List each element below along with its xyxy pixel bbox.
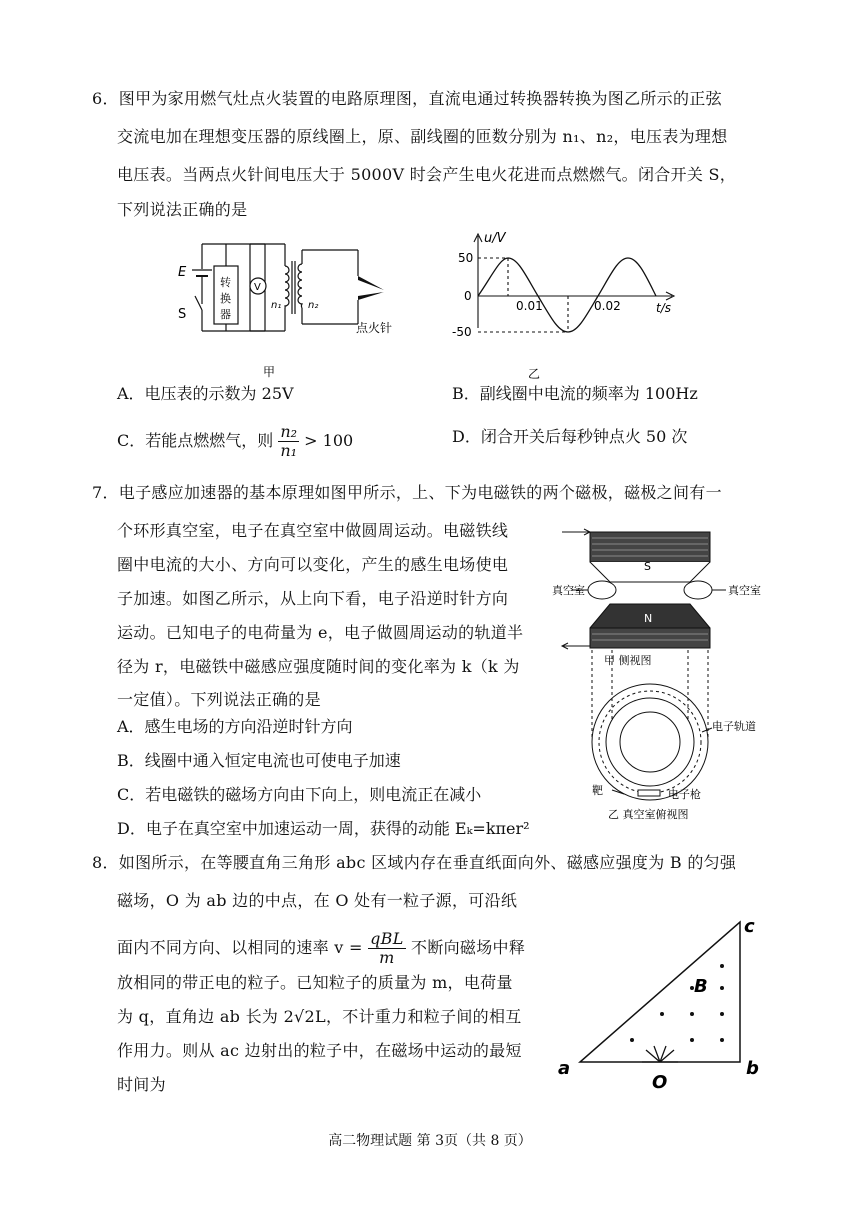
velocity-denominator: m	[379, 948, 395, 967]
q6-option-b[interactable]: B．副线圈中电流的频率为 100Hz	[452, 384, 698, 403]
label-n2: n₂	[308, 300, 319, 311]
vertex-c: c	[744, 916, 755, 937]
fig-jia-caption: 甲	[263, 365, 276, 379]
converter-char-1: 转	[220, 276, 231, 289]
q8-stem-line-3	[117, 930, 525, 967]
q6-option-c-suffix: > 100	[304, 431, 354, 450]
q7-accelerator-figure	[552, 520, 772, 828]
q6-option-d[interactable]: D．闭合开关后每秒钟点火 50 次	[452, 427, 688, 446]
y-tick-minus-50: -50	[452, 325, 472, 339]
q7-option-a[interactable]: A．感生电场的方向沿逆时针方向	[117, 717, 353, 736]
target-label: 靶	[592, 784, 603, 797]
sine-curve	[478, 258, 656, 332]
fig-yi-caption: 乙	[528, 367, 541, 381]
q6-stem-line-1: 6．图甲为家用燃气灶点火装置的电路原理图，直流电通过转换器转换为图乙所示的正弦	[92, 89, 722, 108]
q6-stem-line-3: 电压表。当两点火针间电压大于 5000V 时会产生电火花进而点燃燃气。闭合开关 S，	[117, 165, 737, 184]
converter-char-2: 换	[220, 292, 231, 305]
orbit-label: 电子轨道	[712, 720, 756, 733]
q8-stem-line-7: 时间为	[117, 1075, 166, 1094]
x-tick-001: 0.01	[516, 299, 543, 313]
q7-stem-line-2: 个环形真空室，电子在真空室中做圆周运动。电磁铁线	[117, 521, 509, 540]
q8-stem-line-5: 为 q，直角边 ab 长为 2√2L，不计重力和粒子间的相互	[117, 1007, 522, 1026]
q6-option-c-prefix: C．若能点燃燃气，则	[117, 431, 274, 450]
q7-option-c[interactable]: C．若电磁铁的磁场方向由下向上，则电流正在减小	[117, 785, 482, 804]
y-tick-50: 50	[458, 251, 474, 265]
side-view-caption: 甲 侧视图	[604, 654, 652, 667]
q7-stem-line-6: 径为 r，电磁铁中磁感应强度随时间的变化率为 k（k 为	[117, 657, 520, 676]
label-n1: n₁	[271, 300, 282, 311]
q7-stem-line-4: 子加速。如图乙所示，从上向下看，电子沿逆时针方向	[117, 589, 509, 608]
velocity-fraction	[368, 930, 406, 967]
q8-stem-line-6: 作用力。则从 ac 边射出的粒子中，在磁场中运动的最短	[117, 1041, 522, 1060]
gun-label: 电子枪	[668, 788, 701, 801]
voltmeter-label: V	[254, 282, 261, 293]
q8-stem-line-1: 8．如图所示，在等腰直角三角形 abc 区域内存在垂直纸面向外、磁感应强度为 B 的匀强	[92, 853, 737, 872]
ratio-fraction	[278, 423, 299, 460]
y-axis-label: u/V	[484, 231, 506, 246]
q8-stem-line-4: 放相同的带正电的粒子。已知粒子的质量为 m，电荷量	[117, 973, 513, 992]
q7-option-b[interactable]: B．线圈中通入恒定电流也可使电子加速	[117, 751, 401, 770]
q8-triangle-figure	[550, 912, 770, 1102]
vertex-b: b	[746, 1058, 759, 1079]
source-O-label: O	[652, 1072, 668, 1093]
field-B-label: B	[694, 976, 708, 997]
pole-n-label: N	[644, 612, 653, 625]
igniter-label: 点火针	[356, 321, 393, 335]
vacuum-label-left: 真空室	[552, 584, 585, 597]
label-E: E	[178, 265, 187, 280]
converter-char-3: 器	[220, 308, 231, 321]
q7-stem-line-3: 圈中电流的大小、方向可以变化，产生的感生电场使电	[117, 555, 509, 574]
q6-sine-figure	[440, 228, 700, 383]
ratio-denominator: n₁	[280, 441, 298, 460]
label-S: S	[178, 307, 187, 322]
q7-option-d[interactable]: D．电子在真空室中加速运动一周，获得的动能 Eₖ=kπer²	[117, 819, 530, 838]
q7-stem-line-1: 7．电子感应加速器的基本原理如图甲所示，上、下为电磁铁的两个磁极，磁极之间有一	[92, 483, 722, 502]
q6-stem-line-4: 下列说法正确的是	[117, 200, 248, 219]
top-view-caption: 乙 真空室俯视图	[608, 808, 689, 821]
q8-velocity-prefix: 面内不同方向、以相同的速率 v =	[117, 938, 363, 957]
ratio-numerator: n₂	[280, 422, 298, 441]
x-tick-002: 0.02	[594, 299, 621, 313]
page-footer: 高二物理试题 第 3页（共 8 页）	[328, 1133, 532, 1149]
y-tick-0: 0	[464, 289, 472, 303]
vacuum-label-right: 真空室	[728, 584, 761, 597]
velocity-numerator: qBL	[370, 929, 404, 948]
q6-option-c[interactable]	[117, 423, 353, 460]
q8-stem-line-2: 磁场，O 为 ab 边的中点，在 O 处有一粒子源，可沿纸	[117, 891, 518, 910]
q7-stem-line-5: 运动。已知电子的电荷量为 e，电子做圆周运动的轨道半	[117, 623, 524, 642]
q7-stem-line-7: 一定值）。下列说法正确的是	[117, 690, 321, 709]
vertex-a: a	[558, 1058, 571, 1079]
pole-s-label: S	[644, 560, 651, 573]
q6-stem-line-2: 交流电加在理想变压器的原线圈上，原、副线圈的匝数分别为 n₁、n₂，电压表为理想	[117, 127, 728, 146]
x-axis-label: t/s	[656, 301, 671, 315]
q6-option-a[interactable]: A．电压表的示数为 25V	[117, 384, 294, 403]
q6-circuit-figure	[170, 236, 420, 386]
q8-velocity-suffix: 不断向磁场中释	[411, 938, 526, 957]
